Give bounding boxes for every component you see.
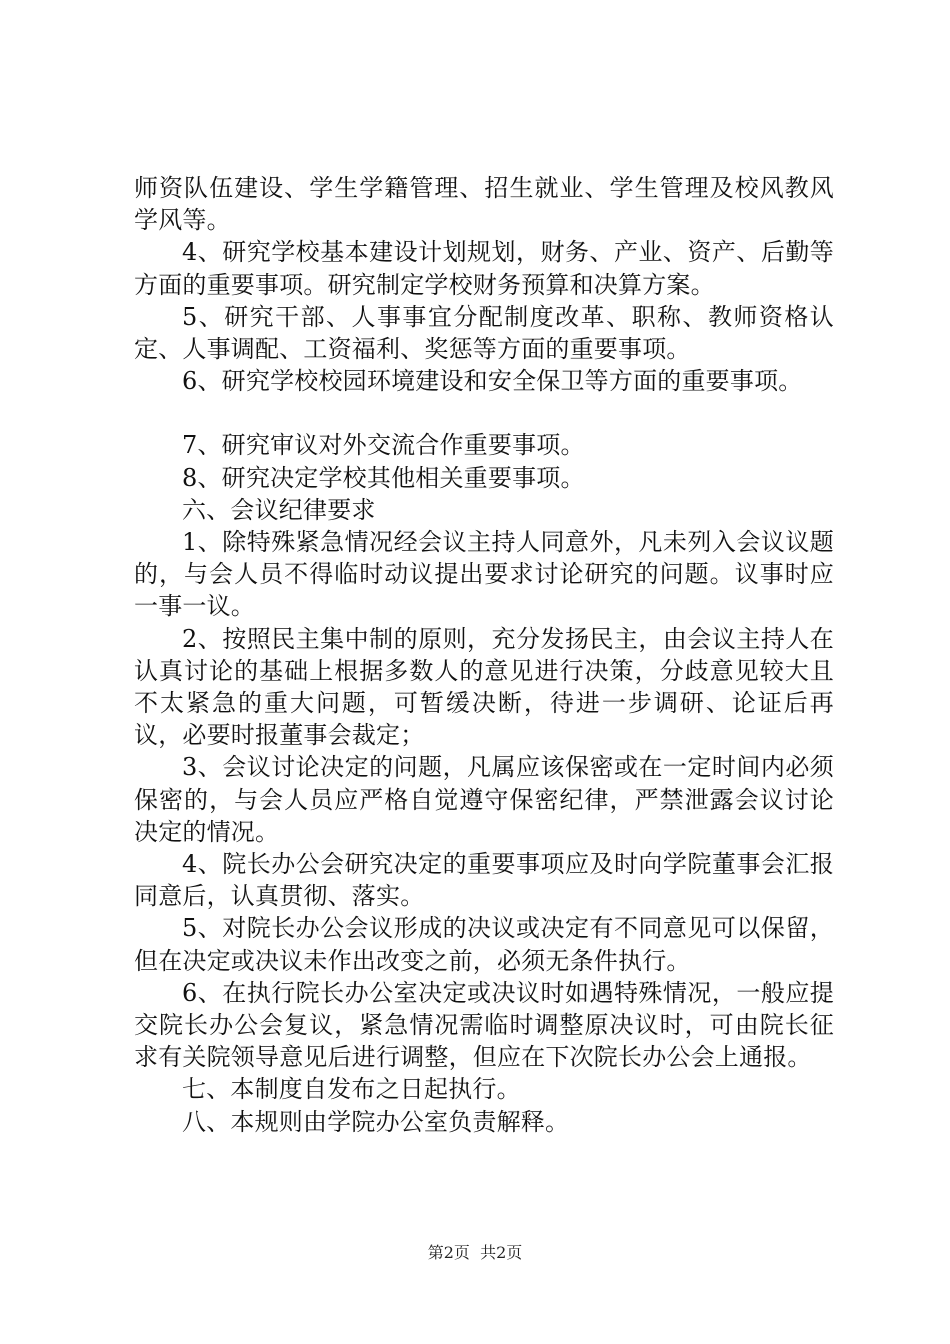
paragraph-item-8: 8、研究决定学校其他相关重要事项。	[182, 463, 585, 492]
page-footer	[0, 1243, 950, 1263]
document-body	[134, 172, 834, 1138]
paragraph-item-6: 6、研究学校校园环境建设和安全保卫等方面的重要事项。	[182, 367, 803, 396]
paragraph-discipline-6: 6、在执行院长办公室决定或决议时如遇特殊情况，一般应提交院长办公会复议，紧急情况需临时调整原决议时，可由院长征求有关院领导意见后进行调整，但应在下次院长办公会上通报。	[134, 978, 834, 1072]
paragraph-discipline-5: 5、对院长办公会议形成的决议或决定有不同意见可以保留，但在决定或决议未作出改变之前，必须无条件执行。	[134, 914, 834, 975]
paragraph-discipline-4: 4、院长办公会研究决定的重要事项应及时向学院董事会汇报同意后，认真贯彻、落实。	[134, 850, 834, 911]
paragraph-discipline-3: 3、会议讨论决定的问题，凡属应该保密或在一定时间内必须保密的，与会人员应严格自觉遵守保密纪律，严禁泄露会议讨论决定的情况。	[134, 753, 834, 846]
page-number-label: 第2页 共2页	[427, 1243, 523, 1262]
paragraph-discipline-1: 1、除特殊紧急情况经会议主持人同意外，凡未列入会议议题的，与会人员不得临时动议提出要求讨论研究的问题。议事时应一事一议。	[134, 528, 834, 621]
section-heading-meeting-discipline: 六、会议纪律要求	[182, 495, 376, 524]
paragraph-item-5: 5、研究干部、人事事宜分配制度改革、职称、教师资格认定、人事调配、工资福利、奖惩等方面的重要事项。	[134, 302, 834, 364]
paragraph-discipline-2: 2、按照民主集中制的原则，充分发扬民主，由会议主持人在认真讨论的基础上根据多数人的意见进行决策，分歧意见较大且不太紧急的重大问题，可暂缓决断，待进一步调研、论证后再议，必要时报董事会裁定；	[134, 624, 834, 750]
paragraph-item-4: 4、研究学校基本建设计划规划，财务、产业、资产、后勤等方面的重要事项。研究制定学校财务预算和决算方案。	[134, 238, 834, 299]
paragraph-item-7: 7、研究审议对外交流合作重要事项。	[182, 431, 585, 460]
paragraph-continuation: 师资队伍建设、学生学籍管理、招生就业、学生管理及校风教风学风等。	[134, 174, 834, 235]
section-heading-effective-date: 七、本制度自发布之日起执行。	[182, 1075, 521, 1104]
section-heading-interpretation: 八、本规则由学院办公室负责解释。	[182, 1107, 570, 1136]
